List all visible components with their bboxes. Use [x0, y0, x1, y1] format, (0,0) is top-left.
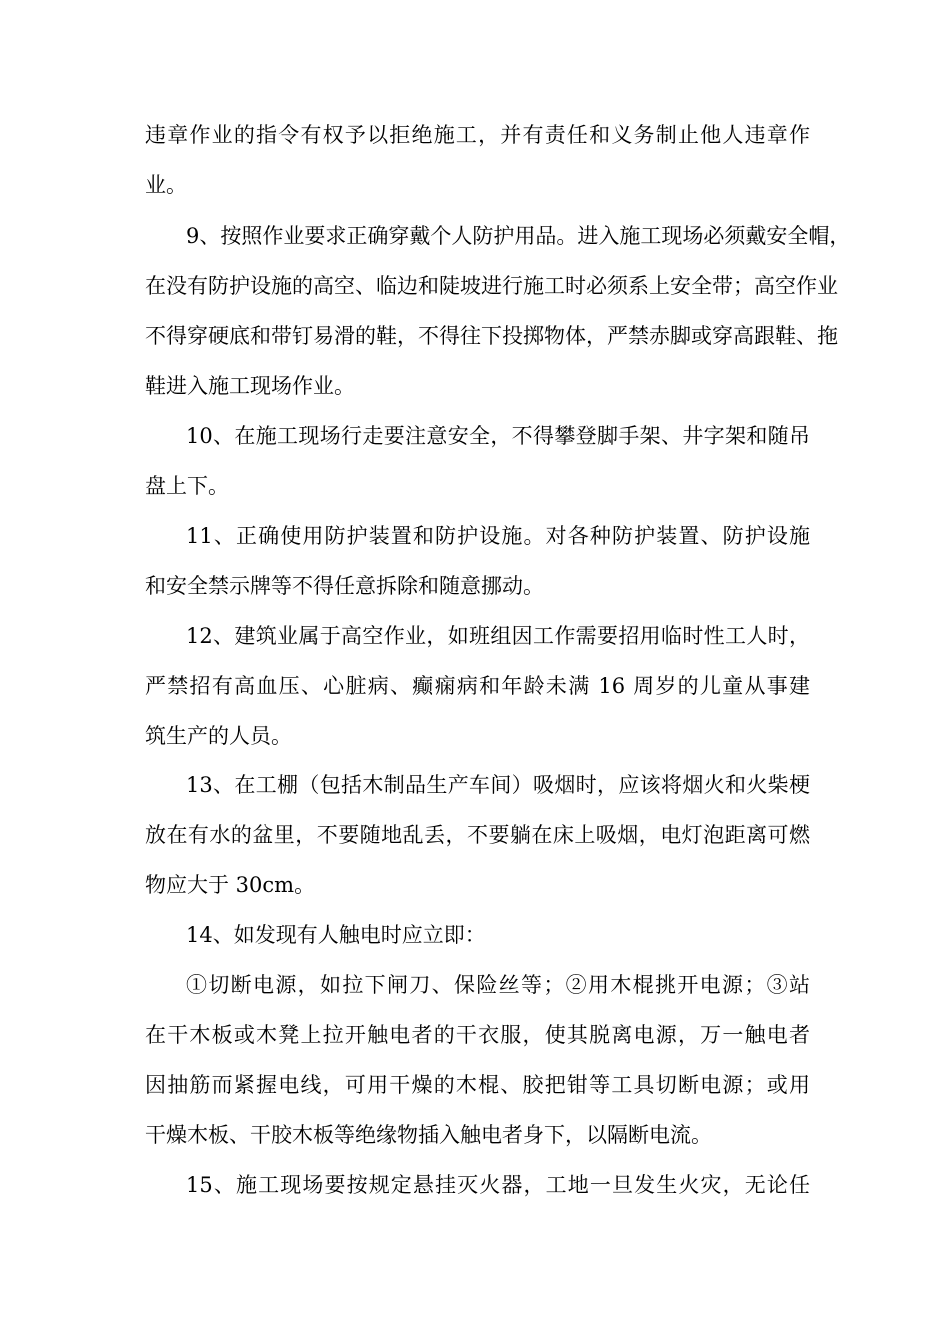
- text-line: 14、如发现有人触电时应立即：: [186, 923, 486, 947]
- text-line: 干燥木板、干胶木板等绝缘物插入触电者身下，以隔断电流。: [145, 1123, 712, 1147]
- text-line: 13、在工棚（包括木制品生产车间）吸烟时，应该将烟火和火柴梗: [186, 773, 810, 797]
- text-line: 鞋进入施工现场作业。: [145, 374, 355, 398]
- text-line: 业。: [145, 173, 187, 197]
- text-line: 10、在施工现场行走要注意安全，不得攀登脚手架、井字架和随吊: [186, 424, 810, 448]
- text-line: 因抽筋而紧握电线，可用干燥的木棍、胶把钳等工具切断电源；或用: [145, 1073, 810, 1097]
- text-line: 9、按照作业要求正确穿戴个人防护用品。进入施工现场必须戴安全帽，: [186, 224, 851, 248]
- text-line: 在没有防护设施的高空、临边和陡坡进行施工时必须系上安全带；高空作业: [145, 274, 838, 298]
- text-line: 15、施工现场要按规定悬挂灭火器，工地一旦发生火灾，无论任: [186, 1173, 810, 1197]
- text-line: 严禁招有高血压、心脏病、癫痫病和年龄未满 16 周岁的儿童从事建: [145, 674, 810, 698]
- text-line: 违章作业的指令有权予以拒绝施工，并有责任和义务制止他人违章作: [145, 123, 810, 147]
- text-line: 在干木板或木凳上拉开触电者的干衣服，使其脱离电源，万一触电者: [145, 1023, 810, 1047]
- text-line: ①切断电源，如拉下闸刀、保险丝等；②用木棍挑开电源；③站: [186, 973, 810, 997]
- text-line: 不得穿硬底和带钉易滑的鞋，不得往下投掷物体，严禁赤脚或穿高跟鞋、拖: [145, 324, 838, 348]
- text-line: 11、正确使用防护装置和防护设施。对各种防护装置、防护设施: [186, 524, 810, 548]
- text-line: 物应大于 30cm。: [145, 873, 316, 897]
- text-line: 盘上下。: [145, 474, 229, 498]
- text-line: 12、建筑业属于高空作业，如班组因工作需要招用临时性工人时，: [186, 624, 810, 648]
- text-line: 放在有水的盆里，不要随地乱丢，不要躺在床上吸烟，电灯泡距离可燃: [145, 823, 810, 847]
- text-line: 筑生产的人员。: [145, 724, 292, 748]
- text-line: 和安全禁示牌等不得任意拆除和随意挪动。: [145, 574, 544, 598]
